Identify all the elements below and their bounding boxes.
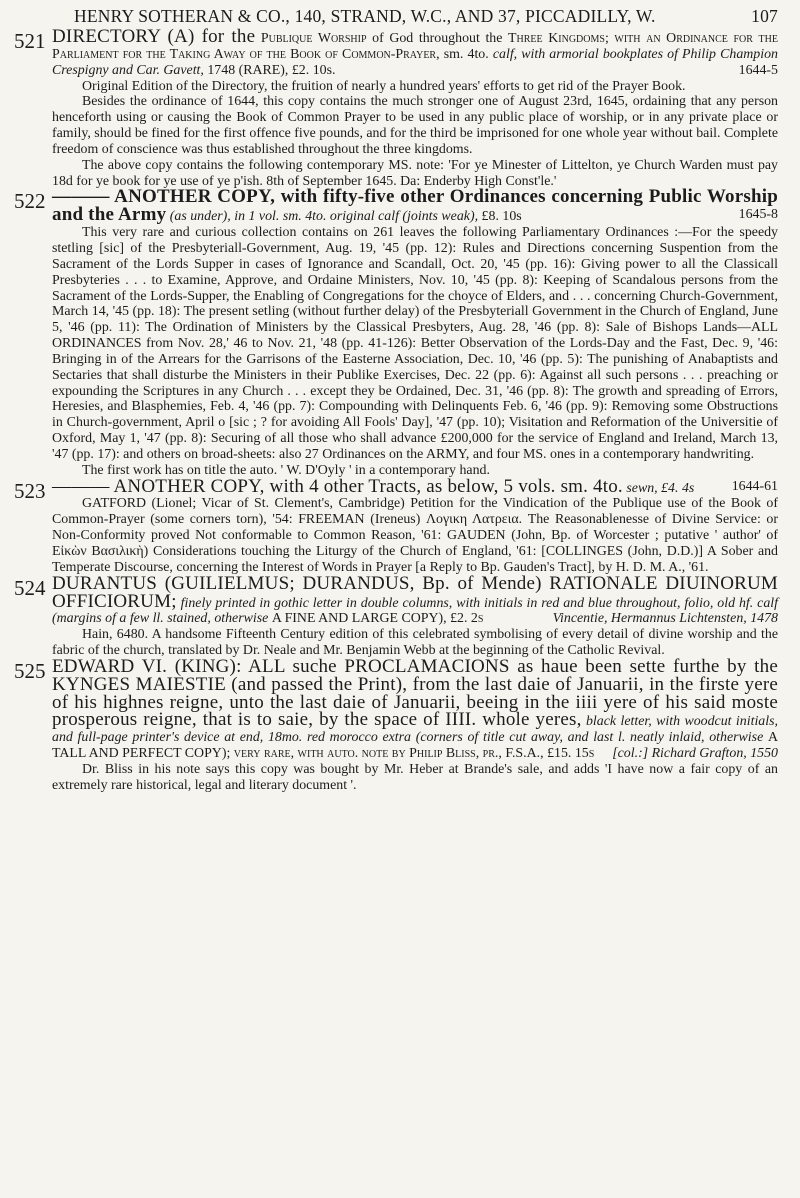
entry-binding: (as under), in 1 vol. sm. 4to. original calf (joints weak), — [169, 209, 479, 225]
page-header — [74, 6, 778, 27]
entry-note: The above copy contains the following contemporary MS. note: 'For ye Minester of Littelton, ye Church Warden must pay 18d for ye book for ye use of ye p'ish. 8th of September 1645. Da: Enderby High Const'le.' — [52, 157, 778, 189]
entry-note: Dr. Bliss in his note says this copy was bought by Mr. Heber at Brande's sale, and adds 'I have now a fair copy of an extremely rare historical, legal and literary document '. — [52, 761, 778, 793]
entry-number: 525 — [14, 658, 46, 683]
publisher-header: HENRY SOTHERAN & CO., 140, STRAND, W.C., AND 37, PICCADILLY, W. — [74, 6, 656, 26]
catalogue-entry-522 — [14, 186, 778, 478]
catalogue-entry-521 — [14, 26, 778, 189]
entry-date: 1644-61 — [731, 478, 778, 494]
entry-number: 522 — [14, 189, 46, 214]
entry-number: 523 — [14, 478, 46, 503]
entry-title-smallcaps: Three Kingdoms; with an Ordinance for the Parliament for the Taking Away of the Book of Common-Prayer, — [52, 31, 778, 62]
entry-lead: DURANTUS (GUILIELMUS; DURANDUS, Bp. of Mende) RATIONALE DIUINORUM OFFICIORUM; — [52, 572, 778, 612]
entry-imprint: 1748 (RARE), £2. 10s. — [203, 62, 336, 78]
entry-body — [52, 572, 779, 659]
entry-number: 524 — [14, 575, 46, 600]
entry-note: GATFORD (Lionel; Vicar of St. Clement's, Cambridge) Petition for the Vindication of the Publique use of the Book of Common-Prayer (some corners torn), '54: FREEMAN (Ireneus) Λογικη Λατρεια. The Reasonablenesse of Divine Service: or Non-Conformity proved Not conformable to Common Reason, '61: GAUDEN (John, Bp. of Worcester ; putative ' author' of Εἰκὼν Βασιλικὴ) Considerations touching the Liturgy of the Church of England, '61: [COLLINGES (John, D.D.)] A Sober and Temperate Discourse, concerning the Interest of Words in Prayer [a Reply to Bp. Gauden's Tract], by H. D. M. A., '61. — [52, 496, 778, 575]
entry-title-rest: of God throughout the — [366, 31, 509, 46]
entry-body — [52, 186, 778, 478]
entry-number: 521 — [14, 29, 46, 53]
entry-lead: ——— ANOTHER COPY, with 4 other Tracts, as below, 5 vols. sm. 4to. — [52, 475, 623, 497]
entry-lead: DIRECTORY (A) for the — [52, 26, 256, 47]
entry-body — [52, 475, 778, 576]
entry-colophon: [col.:] Richard Grafton, 1550 — [612, 746, 778, 762]
entry-format: sm. 4to. — [439, 46, 493, 62]
entry-date: 1645-8 — [738, 207, 778, 223]
entry-note: This very rare and curious collection contains on 261 leaves the following Parliamentary Ordinances :—For the speedy stetling [sic] of the Presbyteriall-Government, Aug. 19, '45 (pp. 12): Rules and Directions concerning Suspention from the Sacrament of the Lords Supper in cases of Ignorance and Scandall, Oct. 20, '45 (pp. 16): Giving power to all the Classicall Presbyteries . . . to Examine, Approve, and Ordaine Ministers, Nov. 10, '45 (pp. 8): Keeping of Scandalous persons from the Sacrament of the Lords-Supper, the Enabling of Congregations for the choyce of Elders, and . . . concerning Church-Government, March 14, '45 (pp. 18): The present setling (without further delay) of the Presbyteriall Government in the Church of England, June 5, '46 (pp. 11): The Ordination of Ministers by the Classical Presbyters, Aug. 28, '46 (pp. 8): Sale of Bishops Lands—ALL ORDINANCES from Nov. 28,' 46 to Nov. 21, '48 (pp. 41-126): Better Observation of the Lords-Day and the Fast, Dec. 9, '46: Bringing in of the Arrears for the Garrisons of the Easterne Association, Dec. 10, '46 (pp. 5): The punishing of Anabaptists and Sectaries that shall disturbe the Ministers in their Publike Exercises, Dec. 22 (pp. 6): Against all such persons . . . preaching or expounding the Scriptures in any Church . . . except they be Ordained, Dec. 31, '46 (pp. 8): The growth and spreading of Errors, Heresies, and Blasphemies, Feb. 4, '46 (pp. 7): Compounding with Delinquents Feb. 6, '46 (pp. 9): Removing some Obstructions in Church-government, April o [sic ; ? for avoiding All Fools' Day], '47 (pp. 10); Visitation and Reformation of the Universitie of Oxford, May 1, '47 (pp. 8): Securing of all those who shall advance £200,000 for the service of England and Ireland, March 13, '47 (pp. 17): and others on broad-sheets: also 27 Ordinances on the ARMY, and four MS. ones in a contemporary handwriting. — [52, 225, 778, 462]
entry-lead: ——— ANOTHER COPY, with fifty-five other Ordinances concerning Public Worship and the Army — [52, 186, 778, 226]
entry-place: Vincentie, Hermannus Lichtensten, 1478 — [552, 611, 778, 627]
entry-binding: finely printed in gothic letter in double columns, with initials in red and blue throughout, folio, old hf. calf (margins of a few ll. stained, otherwise — [52, 595, 779, 627]
entry-price: £8. 10s — [481, 209, 522, 225]
entry-binding: black letter, with woodcut initials, and full-page printer's device at end, 18mo. red morocco extra (corners of title cut away, and last l. neatly inlaid, otherwise — [52, 714, 778, 746]
entry-date: 1644-5 — [738, 62, 778, 78]
catalogue-entry-524 — [14, 572, 779, 659]
entry-note: Original Edition of the Directory, the fruition of nearly a hundred years' efforts to get rid of the Prayer Book. — [82, 78, 686, 94]
entry-lead: EDWARD VI. (KING): ALL suche PROCLAMACIONS as haue been sette furthe by the KYNGES MAIESTIE (and passed the Print), from the last daie of Januarii, in the firste yere of his highnes reigne, unto the last daie of Januarii, beeing in the iiii yere of his said moste prosperous reigne, that is to saie, by the space of IIII. whole yeres, — [52, 655, 778, 731]
entry-imprint: A FINE AND LARGE COPY), £2. 2s — [271, 611, 484, 627]
entry-binding: calf, with armorial bookplates of Philip Champion Crespigny and Car. Gavett, — [52, 46, 778, 78]
catalogue-entry-525 — [14, 655, 778, 794]
entry-note: Besides the ordinance of 1644, this copy contains the much stronger one of August 23rd, 1645, ordaining that any person henceforth using or causing the Book of Common Prayer to be used in any public place of worship, or in any private place or family, should be fined for the first offence five pounds, and for the third be imprisoned for one whole year without bail. Complete freedom of conscience was thus established throughout the three kingdoms. — [52, 94, 778, 157]
entry-note: The first work has on title the auto. ' W. D'Oyly ' in a contemporary hand. — [82, 462, 490, 478]
catalogue-entry-523 — [14, 475, 778, 576]
page-number: 107 — [751, 6, 778, 26]
entry-binding: sewn, £4. 4s — [626, 480, 695, 496]
entry-lead-smallcaps: Publique Worship — [260, 31, 367, 46]
entry-imprint: A TALL AND PERFECT COPY); very rare, with auto. note by Philip Bliss, pr., F.S.A., £15. 15s — [52, 730, 778, 762]
entry-note: Hain, 6480. A handsome Fifteenth Century edition of this celebrated symbolising of every detail of divine worship and the fabric of the church, translated by Dr. Neale and Mr. Benjamin Webb at the beginning of the Catholic Revival. — [52, 627, 778, 659]
entry-body — [52, 655, 778, 794]
entry-body — [52, 26, 778, 189]
